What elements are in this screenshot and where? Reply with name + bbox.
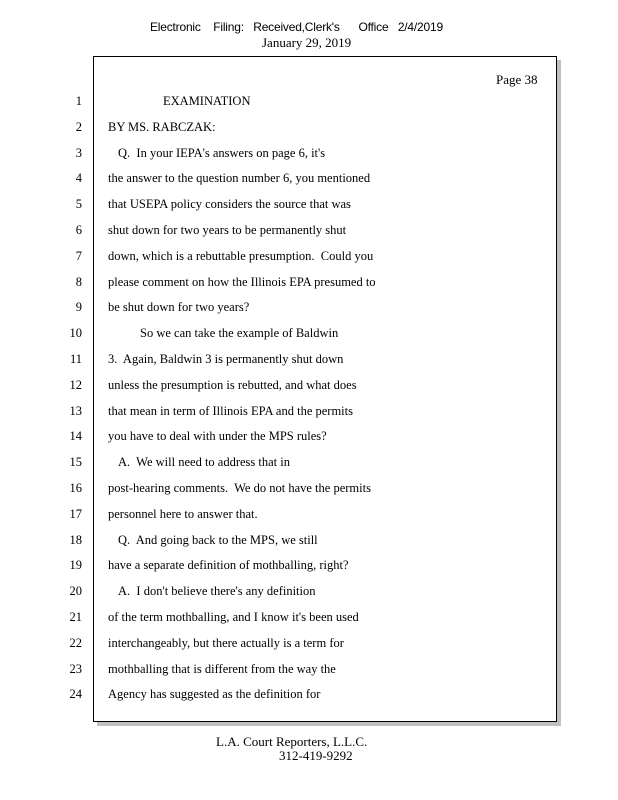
transcript-line-text: So we can take the example of Baldwin (140, 326, 339, 341)
filing-stamp: Electronic Filing: Received,Clerk's Office 2/4/2019 (150, 20, 443, 34)
line-number: 19 (69, 558, 82, 573)
transcript-line-text: EXAMINATION (163, 94, 251, 108)
line-number: 21 (69, 610, 82, 624)
line-number: 4 (75, 171, 82, 186)
line-number: 3 (75, 145, 82, 160)
transcript-line-text: down, which is a rebuttable presumption. Could you (108, 248, 374, 263)
line-number: 24 (69, 687, 82, 702)
transcript-line-text: interchangeably, but there actually is a term for (108, 635, 344, 650)
transcript-line-text: of the term mothballing, and I know it's been used (108, 610, 359, 624)
transcript-line-text: please comment on how the Illinois EPA presumed to (108, 274, 376, 289)
transcript-line-text: mothballing that is different from the way the (108, 661, 336, 676)
transcript-line-text: be shut down for two years? (108, 300, 250, 315)
line-number: 2 (75, 119, 82, 134)
line-number: 12 (69, 377, 82, 392)
line-number: 5 (75, 197, 82, 212)
line-number: 13 (69, 403, 82, 418)
transcript-line-text: Q. And going back to the MPS, we still (118, 532, 318, 547)
line-number: 18 (69, 532, 82, 547)
page-number: Page 38 (496, 72, 538, 87)
transcript-line-text: BY MS. RABCZAK: (108, 119, 216, 134)
line-number: 17 (69, 506, 82, 521)
transcript-line-text: you have to deal with under the MPS rules? (108, 429, 327, 444)
line-number: 16 (69, 481, 82, 495)
transcript-line-text: unless the presumption is rebutted, and what does (108, 377, 357, 392)
line-number: 8 (75, 274, 82, 289)
transcript-line-text: A. We will need to address that in (118, 455, 290, 470)
transcript-line-text: have a separate definition of mothballing, right? (108, 558, 349, 573)
transcript-line-text: shut down for two years to be permanently shut (108, 223, 347, 237)
line-number: 9 (75, 300, 82, 315)
transcript-line-text: that USEPA policy considers the source that was (108, 197, 351, 212)
line-number: 6 (75, 223, 82, 237)
line-number: 22 (69, 635, 82, 650)
transcript-line-text: that mean in term of Illinois EPA and the permits (108, 403, 353, 418)
transcript-line-text: post-hearing comments. We do not have the permits (108, 481, 371, 495)
transcript-line-text: Agency has suggested as the definition for (108, 687, 321, 702)
line-number: 14 (69, 429, 82, 444)
line-number: 23 (69, 661, 82, 676)
transcript-line-text: A. I don't believe there's any definition (118, 584, 316, 599)
line-number: 11 (69, 352, 82, 366)
footer-phone: 312-419-9292 (279, 748, 353, 763)
transcript-line-text: personnel here to answer that. (108, 506, 258, 521)
line-number: 10 (69, 326, 82, 341)
transcript-date: January 29, 2019 (262, 35, 352, 50)
line-number: 7 (75, 248, 82, 263)
transcript-line-text: the answer to the question number 6, you mentioned (108, 171, 371, 186)
transcript-line-text: 3. Again, Baldwin 3 is permanently shut down (108, 352, 344, 366)
line-number: 20 (69, 584, 82, 599)
footer-reporter: L.A. Court Reporters, L.L.C. (216, 734, 368, 749)
line-number: 15 (69, 455, 82, 470)
transcript-line-text: Q. In your IEPA's answers on page 6, it's (118, 145, 326, 160)
line-number: 1 (75, 94, 82, 108)
